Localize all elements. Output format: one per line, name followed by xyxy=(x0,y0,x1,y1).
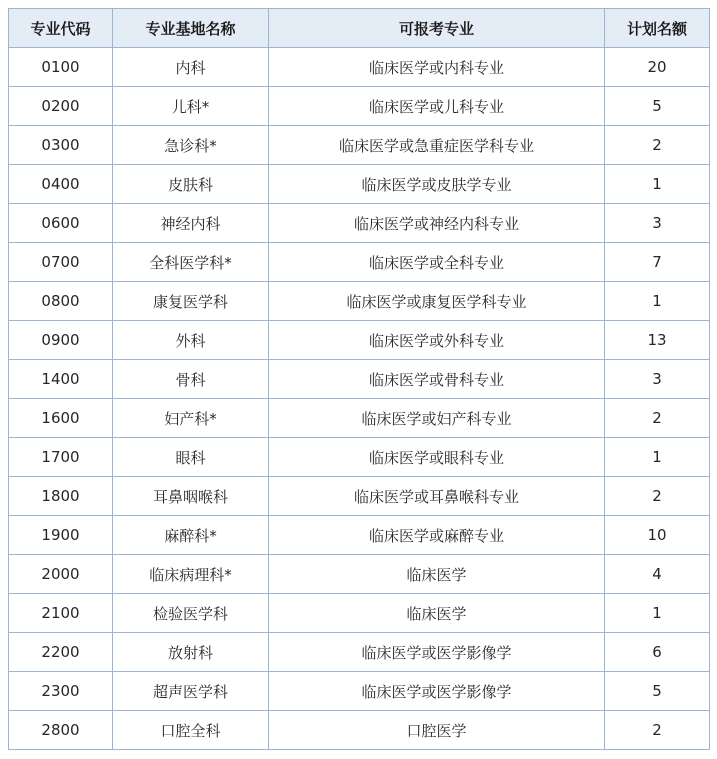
cell-eligible-majors: 临床医学或妇产科专业 xyxy=(269,399,605,438)
table-row xyxy=(9,165,710,204)
cell-base-name: 内科 xyxy=(113,48,269,87)
cell-major-code: 1700 xyxy=(9,438,113,477)
table-row xyxy=(9,282,710,321)
cell-eligible-majors: 临床医学或急重症医学科专业 xyxy=(269,126,605,165)
cell-major-code: 0900 xyxy=(9,321,113,360)
table-row xyxy=(9,204,710,243)
cell-base-name: 骨科 xyxy=(113,360,269,399)
cell-quota: 5 xyxy=(605,87,710,126)
table-row xyxy=(9,672,710,711)
cell-quota: 10 xyxy=(605,516,710,555)
cell-base-name: 急诊科* xyxy=(113,126,269,165)
table-row xyxy=(9,399,710,438)
cell-quota: 3 xyxy=(605,360,710,399)
cell-base-name: 临床病理科* xyxy=(113,555,269,594)
cell-base-name: 放射科 xyxy=(113,633,269,672)
cell-base-name: 外科 xyxy=(113,321,269,360)
cell-quota: 20 xyxy=(605,48,710,87)
cell-quota: 5 xyxy=(605,672,710,711)
table-row xyxy=(9,360,710,399)
cell-eligible-majors: 临床医学或耳鼻喉科专业 xyxy=(269,477,605,516)
cell-eligible-majors: 临床医学或外科专业 xyxy=(269,321,605,360)
cell-eligible-majors: 临床医学或皮肤学专业 xyxy=(269,165,605,204)
cell-eligible-majors: 临床医学或神经内科专业 xyxy=(269,204,605,243)
cell-base-name: 眼科 xyxy=(113,438,269,477)
table-container xyxy=(8,8,710,750)
cell-major-code: 1400 xyxy=(9,360,113,399)
cell-major-code: 2000 xyxy=(9,555,113,594)
cell-quota: 7 xyxy=(605,243,710,282)
cell-base-name: 超声医学科 xyxy=(113,672,269,711)
cell-major-code: 0100 xyxy=(9,48,113,87)
cell-base-name: 康复医学科 xyxy=(113,282,269,321)
table-row xyxy=(9,48,710,87)
header-base-name: 专业基地名称 xyxy=(113,9,269,48)
enrollment-plan-table xyxy=(8,8,710,750)
cell-eligible-majors: 临床医学 xyxy=(269,594,605,633)
cell-quota: 2 xyxy=(605,126,710,165)
cell-eligible-majors: 临床医学或医学影像学 xyxy=(269,633,605,672)
table-row xyxy=(9,516,710,555)
table-header-row xyxy=(9,9,710,48)
cell-eligible-majors: 临床医学或医学影像学 xyxy=(269,672,605,711)
header-quota: 计划名额 xyxy=(605,9,710,48)
cell-major-code: 0200 xyxy=(9,87,113,126)
cell-major-code: 2800 xyxy=(9,711,113,750)
table-row xyxy=(9,243,710,282)
cell-eligible-majors: 临床医学或眼科专业 xyxy=(269,438,605,477)
table-row xyxy=(9,594,710,633)
cell-quota: 1 xyxy=(605,594,710,633)
cell-quota: 1 xyxy=(605,282,710,321)
table-row xyxy=(9,555,710,594)
cell-base-name: 检验医学科 xyxy=(113,594,269,633)
cell-major-code: 2200 xyxy=(9,633,113,672)
cell-major-code: 0700 xyxy=(9,243,113,282)
cell-quota: 13 xyxy=(605,321,710,360)
cell-base-name: 儿科* xyxy=(113,87,269,126)
cell-base-name: 麻醉科* xyxy=(113,516,269,555)
cell-base-name: 神经内科 xyxy=(113,204,269,243)
table-row xyxy=(9,477,710,516)
cell-base-name: 口腔全科 xyxy=(113,711,269,750)
cell-base-name: 皮肤科 xyxy=(113,165,269,204)
cell-quota: 3 xyxy=(605,204,710,243)
cell-quota: 1 xyxy=(605,438,710,477)
cell-quota: 2 xyxy=(605,711,710,750)
cell-quota: 2 xyxy=(605,477,710,516)
table-row xyxy=(9,438,710,477)
cell-major-code: 0600 xyxy=(9,204,113,243)
cell-major-code: 2100 xyxy=(9,594,113,633)
table-body xyxy=(9,48,710,750)
cell-eligible-majors: 临床医学 xyxy=(269,555,605,594)
cell-major-code: 0300 xyxy=(9,126,113,165)
table-row xyxy=(9,633,710,672)
header-major-code: 专业代码 xyxy=(9,9,113,48)
cell-major-code: 0800 xyxy=(9,282,113,321)
cell-eligible-majors: 临床医学或全科专业 xyxy=(269,243,605,282)
cell-quota: 1 xyxy=(605,165,710,204)
cell-major-code: 1900 xyxy=(9,516,113,555)
cell-major-code: 1600 xyxy=(9,399,113,438)
cell-major-code: 1800 xyxy=(9,477,113,516)
table-row xyxy=(9,321,710,360)
cell-quota: 2 xyxy=(605,399,710,438)
cell-major-code: 0400 xyxy=(9,165,113,204)
cell-quota: 6 xyxy=(605,633,710,672)
cell-base-name: 妇产科* xyxy=(113,399,269,438)
table-row xyxy=(9,711,710,750)
header-eligible-majors: 可报考专业 xyxy=(269,9,605,48)
cell-eligible-majors: 临床医学或麻醉专业 xyxy=(269,516,605,555)
cell-quota: 4 xyxy=(605,555,710,594)
cell-eligible-majors: 口腔医学 xyxy=(269,711,605,750)
table-row xyxy=(9,87,710,126)
cell-eligible-majors: 临床医学或骨科专业 xyxy=(269,360,605,399)
table-row xyxy=(9,126,710,165)
cell-base-name: 全科医学科* xyxy=(113,243,269,282)
cell-eligible-majors: 临床医学或康复医学科专业 xyxy=(269,282,605,321)
cell-eligible-majors: 临床医学或内科专业 xyxy=(269,48,605,87)
cell-major-code: 2300 xyxy=(9,672,113,711)
cell-eligible-majors: 临床医学或儿科专业 xyxy=(269,87,605,126)
cell-base-name: 耳鼻咽喉科 xyxy=(113,477,269,516)
